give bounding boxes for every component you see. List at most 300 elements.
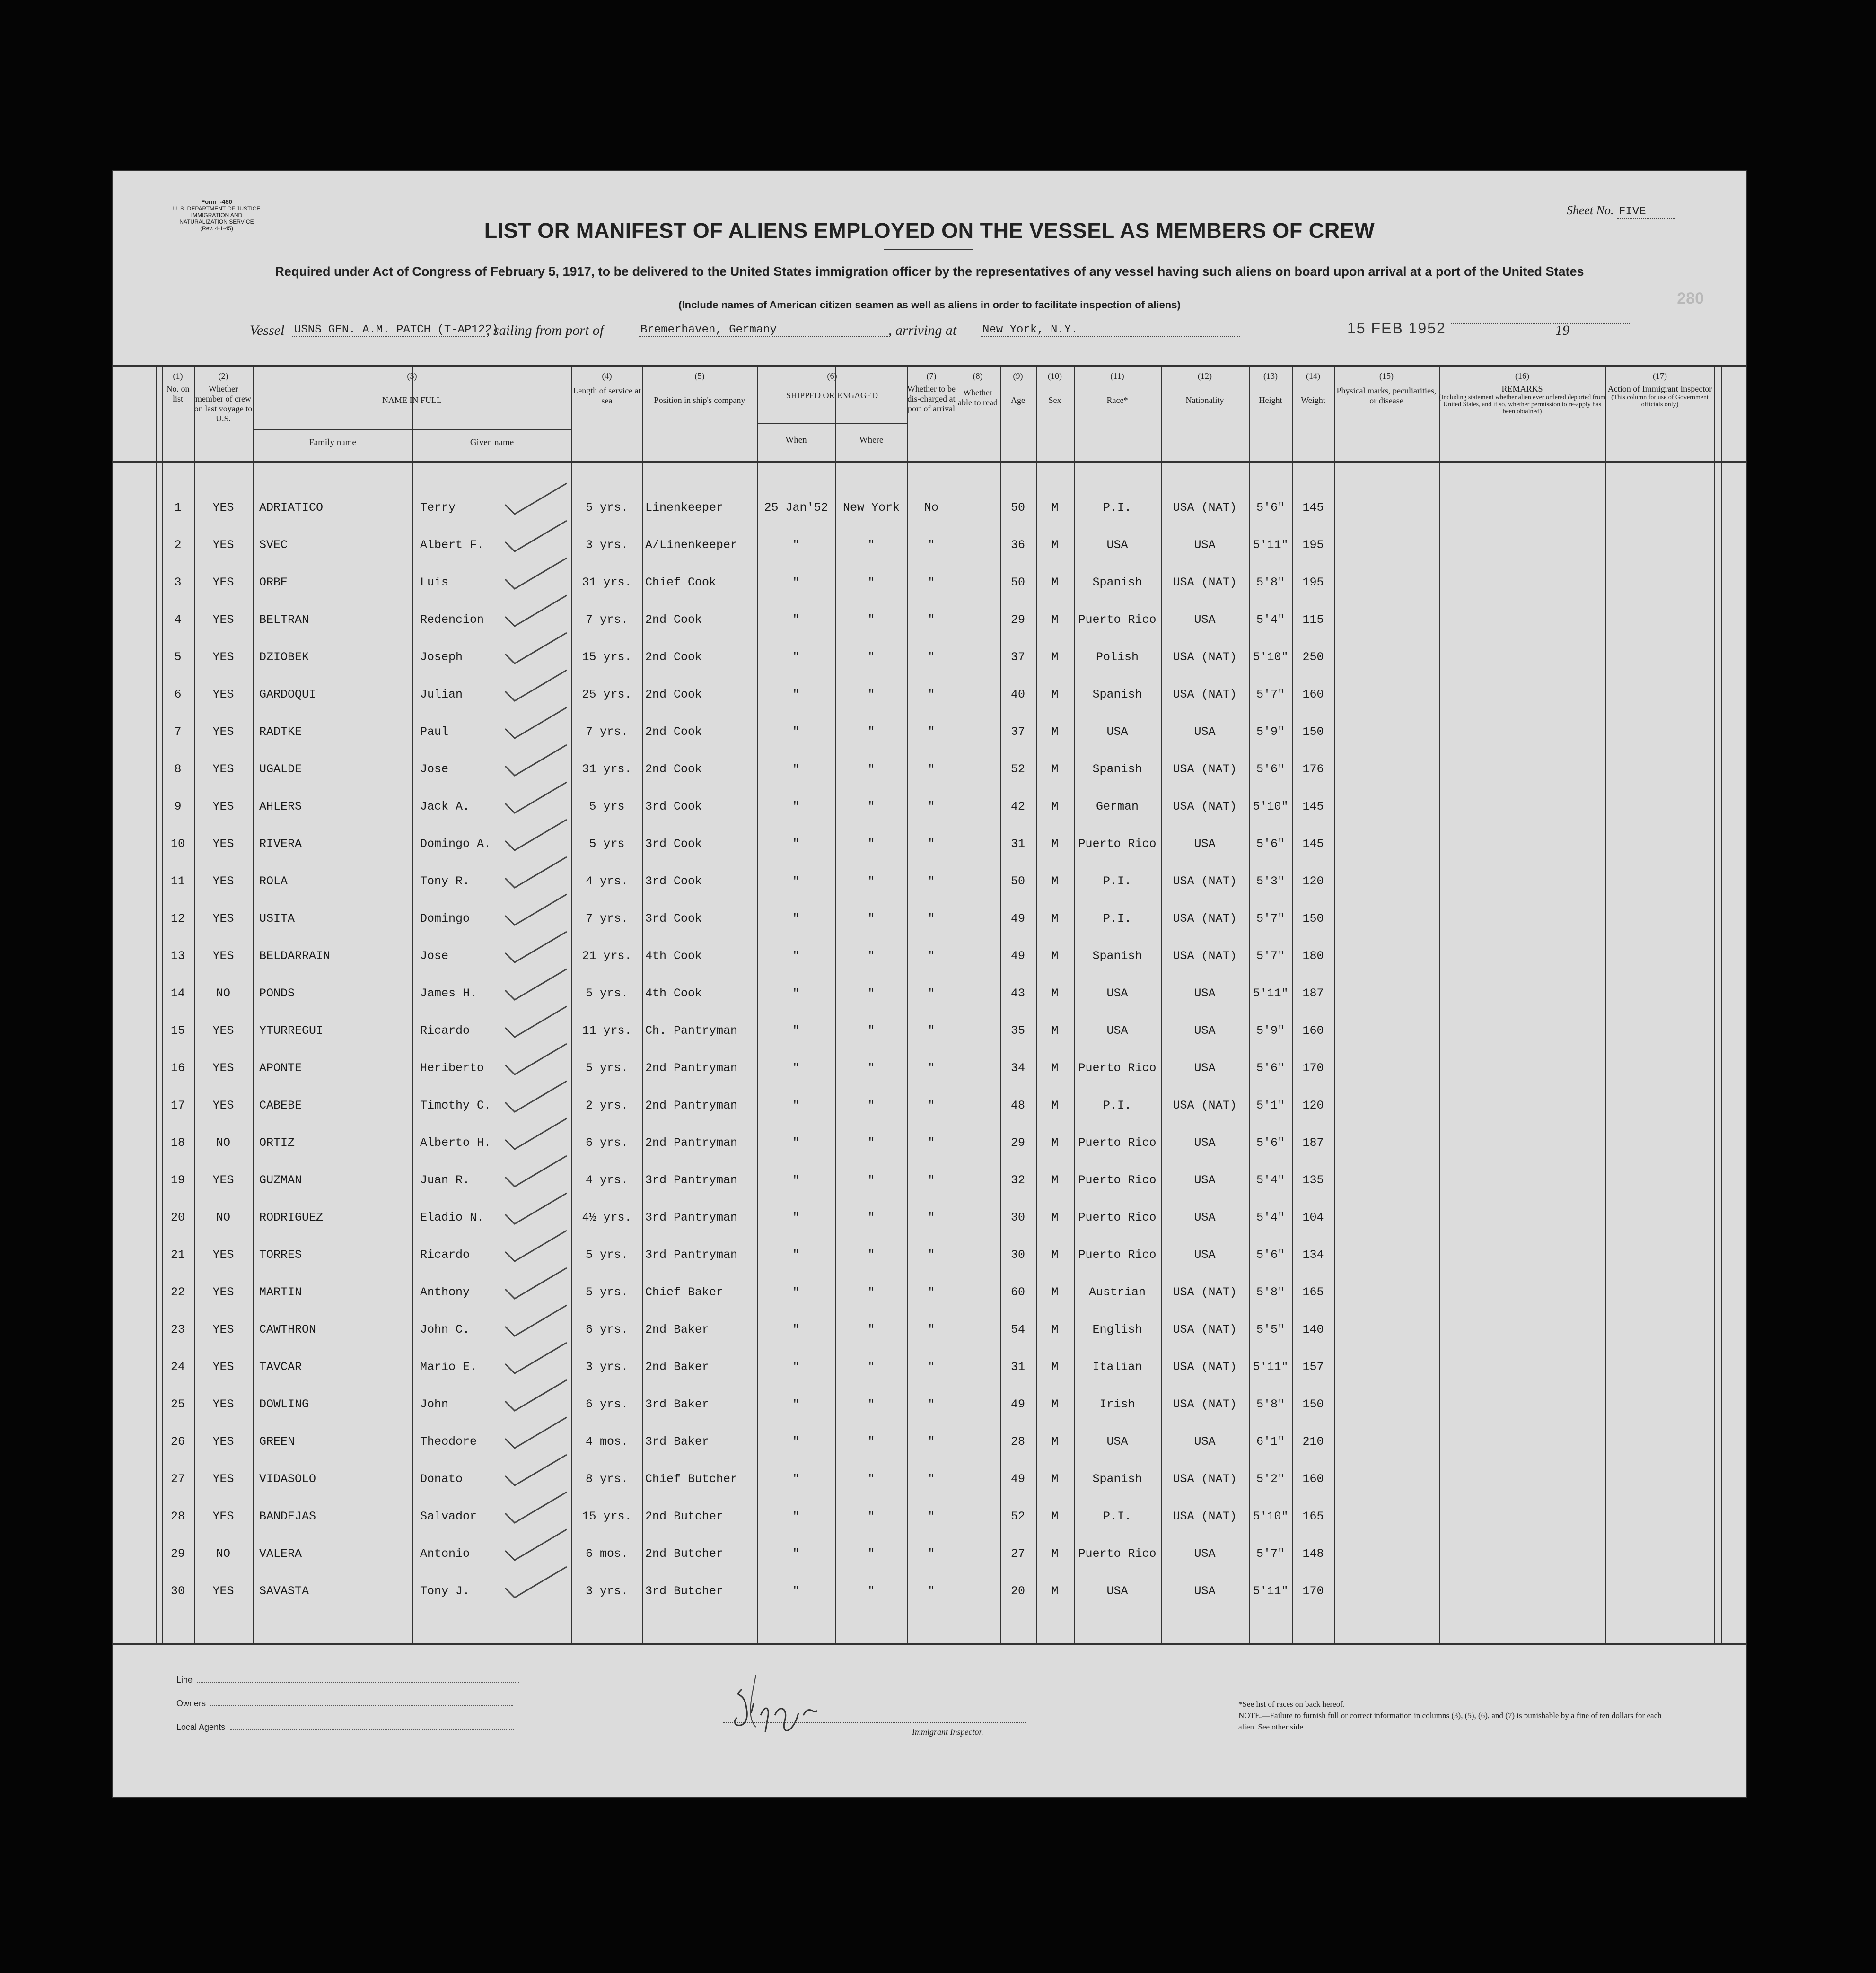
- check-mark-icon: [500, 1527, 576, 1565]
- table-row: [113, 827, 1746, 864]
- height-cell: 5'7": [1256, 949, 1285, 963]
- row-number-cell: 26: [170, 1435, 185, 1449]
- shipped-when-cell: ": [792, 1024, 800, 1038]
- check-mark-icon: [500, 1452, 576, 1490]
- family-name-cell: DZIOBEK: [259, 650, 309, 664]
- race-cell: P.I.: [1103, 874, 1131, 888]
- age-cell: 49: [1010, 949, 1025, 963]
- title-underline: [884, 249, 973, 250]
- sex-cell: M: [1051, 837, 1059, 851]
- table-row: [113, 1013, 1746, 1051]
- penalty-note: NOTE.—Failure to furnish full or correct information in columns (3), (5), (6), and (7) is punishable by a fine of ten dollars for each alien. See other side.: [1238, 1711, 1662, 1731]
- prior-voyage-cell: YES: [212, 1472, 234, 1486]
- position-cell: 4th Cook: [645, 949, 702, 963]
- sex-cell: M: [1051, 688, 1059, 701]
- prior-voyage-cell: YES: [212, 576, 234, 589]
- header-when: When: [785, 435, 807, 445]
- row-number-cell: 8: [174, 762, 182, 776]
- family-name-cell: ORTIZ: [259, 1136, 295, 1150]
- header-inspector-action: (17) Action of Immigrant Inspector (This column for use of Government officials only): [1607, 371, 1712, 408]
- prior-voyage-cell: YES: [212, 1584, 234, 1598]
- header-shipped-or-engaged: (6) SHIPPED OR ENGAGED: [786, 371, 878, 400]
- discharged-cell: ": [928, 1510, 935, 1523]
- position-cell: 2nd Cook: [645, 613, 702, 627]
- row-number-cell: 30: [170, 1584, 185, 1598]
- age-cell: 28: [1010, 1435, 1025, 1449]
- header-sex: (10) Sex: [1048, 371, 1062, 405]
- table-row: [113, 640, 1746, 677]
- table-row: [113, 864, 1746, 901]
- given-name-cell: Tony R.: [420, 874, 470, 888]
- table-row: [113, 1536, 1746, 1574]
- position-cell: 2nd Cook: [645, 762, 702, 776]
- race-cell: Spanish: [1092, 688, 1142, 701]
- given-name-cell: Anthony: [420, 1285, 470, 1299]
- header-name-in-full: (3) NAME IN FULL: [382, 371, 442, 405]
- age-cell: 32: [1010, 1173, 1025, 1187]
- given-name-cell: Jack A.: [420, 800, 470, 813]
- shipped-where-cell: ": [868, 1472, 875, 1486]
- port-of-departure: Bremerhaven, Germany: [639, 323, 888, 337]
- age-cell: 37: [1010, 650, 1025, 664]
- header-nationality: (12) Nationality: [1185, 371, 1224, 405]
- prior-voyage-cell: YES: [212, 1061, 234, 1075]
- sex-cell: M: [1051, 613, 1059, 627]
- port-of-arrival: New York, N.Y.: [981, 323, 1240, 337]
- position-cell: Chief Butcher: [645, 1472, 738, 1486]
- length-of-service-cell: 15 yrs.: [582, 1510, 632, 1523]
- check-mark-icon: [500, 1415, 576, 1453]
- sex-cell: M: [1051, 874, 1059, 888]
- family-name-cell: GARDOQUI: [259, 688, 316, 701]
- check-mark-icon: [500, 1191, 576, 1229]
- discharged-cell: ": [928, 762, 935, 776]
- sex-cell: M: [1051, 949, 1059, 963]
- race-cell: Puerto Rico: [1078, 1248, 1157, 1262]
- signature-line: [723, 1722, 1026, 1723]
- shipped-where-cell: ": [868, 1584, 875, 1598]
- nationality-cell: USA (NAT): [1173, 1510, 1237, 1523]
- weight-cell: 170: [1302, 1584, 1324, 1598]
- position-cell: 3rd Cook: [645, 837, 702, 851]
- prior-voyage-cell: YES: [212, 800, 234, 813]
- weight-cell: 150: [1302, 725, 1324, 739]
- height-cell: 5'2": [1256, 1472, 1285, 1486]
- row-number-cell: 11: [170, 874, 185, 888]
- discharged-cell: ": [928, 1435, 935, 1449]
- discharged-cell: ": [928, 949, 935, 963]
- shipped-when-cell: ": [792, 688, 800, 701]
- given-name-cell: Tony J.: [420, 1584, 470, 1598]
- weight-cell: 195: [1302, 538, 1324, 552]
- nationality-cell: USA: [1194, 1248, 1216, 1262]
- sex-cell: M: [1051, 912, 1059, 925]
- given-name-cell: Ricardo: [420, 1248, 470, 1262]
- family-name-cell: VIDASOLO: [259, 1472, 316, 1486]
- position-cell: 3rd Pantryman: [645, 1173, 738, 1187]
- height-cell: 5'9": [1256, 725, 1285, 739]
- shipped-when-cell: ": [792, 949, 800, 963]
- header-race: (11) Race*: [1106, 371, 1128, 405]
- race-cell: Puerto Rico: [1078, 613, 1157, 627]
- height-cell: 5'11": [1253, 1584, 1289, 1598]
- age-cell: 29: [1010, 613, 1025, 627]
- height-cell: 5'8": [1256, 1397, 1285, 1411]
- given-name-cell: Alberto H.: [420, 1136, 491, 1150]
- table-row: [113, 1200, 1746, 1238]
- length-of-service-cell: 21 yrs.: [582, 949, 632, 963]
- prior-voyage-cell: YES: [212, 1248, 234, 1262]
- race-cell: Puerto Rico: [1078, 1547, 1157, 1561]
- position-cell: Linenkeeper: [645, 501, 724, 515]
- height-cell: 5'6": [1256, 1061, 1285, 1075]
- given-name-cell: Eladio N.: [420, 1211, 484, 1224]
- length-of-service-cell: 5 yrs.: [585, 986, 628, 1000]
- shipped-where-cell: ": [868, 1547, 875, 1561]
- position-cell: A/Linenkeeper: [645, 538, 738, 552]
- shipped-where-cell: ": [868, 725, 875, 739]
- height-cell: 5'10": [1253, 800, 1289, 813]
- row-number-cell: 17: [170, 1099, 185, 1112]
- height-cell: 5'9": [1256, 1024, 1285, 1038]
- sex-cell: M: [1051, 650, 1059, 664]
- row-number-cell: 12: [170, 912, 185, 925]
- length-of-service-cell: 6 yrs.: [585, 1323, 628, 1336]
- prior-voyage-cell: YES: [212, 538, 234, 552]
- nationality-cell: USA: [1194, 538, 1216, 552]
- prior-voyage-cell: YES: [212, 725, 234, 739]
- sex-cell: M: [1051, 1472, 1059, 1486]
- check-mark-icon: [500, 668, 576, 706]
- check-mark-icon: [500, 742, 576, 780]
- height-cell: 5'4": [1256, 1173, 1285, 1187]
- header-subdivider: [757, 423, 907, 424]
- given-name-cell: Jose: [420, 762, 449, 776]
- age-cell: 35: [1010, 1024, 1025, 1038]
- sheet-number-label: Sheet No.: [1566, 203, 1614, 217]
- race-cell: P.I.: [1103, 501, 1131, 515]
- discharged-cell: ": [928, 1099, 935, 1112]
- given-name-cell: Albert F.: [420, 538, 484, 552]
- nationality-cell: USA: [1194, 1024, 1216, 1038]
- shipped-when-cell: ": [792, 1323, 800, 1336]
- weight-cell: 115: [1302, 613, 1324, 627]
- discharged-cell: ": [928, 576, 935, 589]
- nationality-cell: USA (NAT): [1173, 1099, 1237, 1112]
- check-mark-icon: [500, 967, 576, 1004]
- shipped-when-cell: ": [792, 1584, 800, 1598]
- age-cell: 52: [1010, 762, 1025, 776]
- given-name-cell: Luis: [420, 576, 449, 589]
- table-row: [113, 939, 1746, 976]
- sex-cell: M: [1051, 1435, 1059, 1449]
- shipped-where-cell: ": [868, 1285, 875, 1299]
- length-of-service-cell: 7 yrs.: [585, 613, 628, 627]
- family-name-cell: CAWTHRON: [259, 1323, 316, 1336]
- given-name-cell: Juan R.: [420, 1173, 470, 1187]
- weight-cell: 120: [1302, 874, 1324, 888]
- position-cell: 3rd Baker: [645, 1397, 710, 1411]
- discharged-cell: ": [928, 874, 935, 888]
- row-number-cell: 27: [170, 1472, 185, 1486]
- check-mark-icon: [500, 481, 576, 519]
- age-cell: 50: [1010, 874, 1025, 888]
- nationality-cell: USA (NAT): [1173, 949, 1237, 963]
- header-no-on-list: (1) No. on list: [166, 371, 190, 403]
- nationality-cell: USA (NAT): [1173, 650, 1237, 664]
- shipped-where-cell: ": [868, 1323, 875, 1336]
- footer-notes: [1238, 1699, 1664, 1733]
- discharged-cell: ": [928, 1173, 935, 1187]
- race-cell: USA: [1106, 725, 1128, 739]
- age-cell: 30: [1010, 1248, 1025, 1262]
- weight-cell: 145: [1302, 800, 1324, 813]
- shipped-where-cell: ": [868, 874, 875, 888]
- check-mark-icon: [500, 556, 576, 594]
- length-of-service-cell: 5 yrs.: [585, 1285, 628, 1299]
- header-divider: [113, 461, 1746, 463]
- row-number-cell: 29: [170, 1547, 185, 1561]
- family-name-cell: CABEBE: [259, 1099, 302, 1112]
- table-row: [113, 976, 1746, 1013]
- check-mark-icon: [500, 1340, 576, 1378]
- row-number-cell: 14: [170, 986, 185, 1000]
- race-cell: Puerto Rico: [1078, 837, 1157, 851]
- sex-cell: M: [1051, 1173, 1059, 1187]
- race-cell: Spanish: [1092, 949, 1142, 963]
- position-cell: 2nd Baker: [645, 1323, 710, 1336]
- age-cell: 50: [1010, 576, 1025, 589]
- table-row: [113, 715, 1746, 752]
- sex-cell: M: [1051, 1099, 1059, 1112]
- weight-cell: 160: [1302, 688, 1324, 701]
- prior-voyage-cell: YES: [212, 949, 234, 963]
- table-row: [113, 1574, 1746, 1611]
- nationality-cell: USA (NAT): [1173, 1285, 1237, 1299]
- position-cell: 2nd Baker: [645, 1360, 710, 1374]
- form-department: U. S. DEPARTMENT OF JUSTICE: [173, 205, 261, 212]
- given-name-cell: Antonio: [420, 1547, 470, 1561]
- race-cell: USA: [1106, 1435, 1128, 1449]
- discharged-cell: ": [928, 1547, 935, 1561]
- length-of-service-cell: 8 yrs.: [585, 1472, 628, 1486]
- length-of-service-cell: 6 mos.: [585, 1547, 628, 1561]
- weight-cell: 145: [1302, 837, 1324, 851]
- discharged-cell: ": [928, 1248, 935, 1262]
- sheet-number: [1567, 203, 1675, 219]
- check-mark-icon: [500, 1041, 576, 1079]
- prior-voyage-cell: YES: [212, 613, 234, 627]
- table-row: [113, 677, 1746, 715]
- weight-cell: 176: [1302, 762, 1324, 776]
- age-cell: 52: [1010, 1510, 1025, 1523]
- age-cell: 60: [1010, 1285, 1025, 1299]
- position-cell: 3rd Baker: [645, 1435, 710, 1449]
- sex-cell: M: [1051, 800, 1059, 813]
- discharged-cell: ": [928, 1211, 935, 1224]
- shipped-where-cell: ": [868, 1061, 875, 1075]
- family-name-cell: PONDS: [259, 986, 295, 1000]
- shipped-where-cell: ": [868, 613, 875, 627]
- family-name-cell: BELTRAN: [259, 613, 309, 627]
- age-cell: 27: [1010, 1547, 1025, 1561]
- height-cell: 5'8": [1256, 1285, 1285, 1299]
- height-cell: 5'7": [1256, 688, 1285, 701]
- age-cell: 42: [1010, 800, 1025, 813]
- race-cell: P.I.: [1103, 912, 1131, 925]
- weight-cell: 150: [1302, 912, 1324, 925]
- discharged-cell: ": [928, 613, 935, 627]
- family-name-cell: YTURREGUI: [259, 1024, 324, 1038]
- length-of-service-cell: 2 yrs.: [585, 1099, 628, 1112]
- shipped-where-cell: ": [868, 800, 875, 813]
- age-cell: 48: [1010, 1099, 1025, 1112]
- length-of-service-cell: 6 yrs.: [585, 1397, 628, 1411]
- position-cell: 2nd Pantryman: [645, 1099, 738, 1112]
- nationality-cell: USA (NAT): [1173, 1472, 1237, 1486]
- height-cell: 5'7": [1256, 912, 1285, 925]
- race-cell: Spanish: [1092, 576, 1142, 589]
- table-row: [113, 1238, 1746, 1275]
- discharged-cell: No: [924, 501, 938, 515]
- nationality-cell: USA (NAT): [1173, 1323, 1237, 1336]
- inspector-label: Immigrant Inspector.: [912, 1727, 983, 1737]
- nationality-cell: USA (NAT): [1173, 501, 1237, 515]
- weight-cell: 160: [1302, 1024, 1324, 1038]
- race-cell: P.I.: [1103, 1099, 1131, 1112]
- shipped-when-cell: ": [792, 1248, 800, 1262]
- shipped-where-cell: ": [868, 1510, 875, 1523]
- row-number-cell: 23: [170, 1323, 185, 1336]
- position-cell: 4th Cook: [645, 986, 702, 1000]
- prior-voyage-cell: YES: [212, 837, 234, 851]
- age-cell: 31: [1010, 837, 1025, 851]
- prior-voyage-cell: YES: [212, 1435, 234, 1449]
- shipped-where-cell: ": [868, 1211, 875, 1224]
- sex-cell: M: [1051, 1397, 1059, 1411]
- row-number-cell: 7: [174, 725, 182, 739]
- row-number-cell: 28: [170, 1510, 185, 1523]
- length-of-service-cell: 31 yrs.: [582, 576, 632, 589]
- position-cell: 2nd Cook: [645, 725, 702, 739]
- weight-cell: 195: [1302, 576, 1324, 589]
- discharged-cell: ": [928, 986, 935, 1000]
- length-of-service-cell: 25 yrs.: [582, 688, 632, 701]
- nationality-cell: USA: [1194, 1061, 1216, 1075]
- shipped-where-cell: ": [868, 837, 875, 851]
- given-name-cell: Timothy C.: [420, 1099, 491, 1112]
- length-of-service-cell: 31 yrs.: [582, 762, 632, 776]
- family-name-cell: AHLERS: [259, 800, 302, 813]
- nationality-cell: USA (NAT): [1173, 800, 1237, 813]
- header-given-name: Given name: [470, 437, 514, 447]
- row-number-cell: 9: [174, 800, 182, 813]
- race-cell: Italian: [1092, 1360, 1142, 1374]
- age-cell: 49: [1010, 912, 1025, 925]
- sailing-label: , sailing from port of: [486, 323, 604, 338]
- row-number-cell: 16: [170, 1061, 185, 1075]
- shipped-when-cell: ": [792, 986, 800, 1000]
- row-number-cell: 6: [174, 688, 182, 701]
- prior-voyage-cell: YES: [212, 874, 234, 888]
- given-name-cell: Theodore: [420, 1435, 477, 1449]
- races-note: *See list of races on back hereof.: [1238, 1700, 1345, 1709]
- nationality-cell: USA: [1194, 1584, 1216, 1598]
- position-cell: 3rd Pantryman: [645, 1211, 738, 1224]
- shipped-when-cell: ": [792, 1397, 800, 1411]
- shipped-when-cell: ": [792, 725, 800, 739]
- prior-voyage-cell: YES: [212, 1024, 234, 1038]
- table-row: [113, 1051, 1746, 1088]
- table-row: [113, 1126, 1746, 1163]
- height-cell: 5'7": [1256, 1547, 1285, 1561]
- check-mark-icon: [500, 1564, 576, 1602]
- height-cell: 5'4": [1256, 613, 1285, 627]
- given-name-cell: Donato: [420, 1472, 463, 1486]
- weight-cell: 165: [1302, 1510, 1324, 1523]
- header-subdivider: [253, 429, 571, 430]
- discharged-cell: ": [928, 1323, 935, 1336]
- shipped-when-cell: ": [792, 762, 800, 776]
- race-cell: English: [1092, 1323, 1142, 1336]
- race-cell: USA: [1106, 538, 1128, 552]
- row-number-cell: 19: [170, 1173, 185, 1187]
- form-revision: (Rev. 4-1-45): [200, 225, 233, 232]
- header-age: (9) Age: [1011, 371, 1025, 405]
- table-row: [113, 789, 1746, 827]
- table-row: [113, 752, 1746, 789]
- prior-voyage-cell: YES: [212, 1323, 234, 1336]
- row-number-cell: 13: [170, 949, 185, 963]
- shipped-when-cell: ": [792, 650, 800, 664]
- discharged-cell: ": [928, 538, 935, 552]
- height-cell: 5'1": [1256, 1099, 1285, 1112]
- form-number: Form I-480: [201, 198, 232, 205]
- height-cell: 5'3": [1256, 874, 1285, 888]
- height-cell: 5'6": [1256, 1248, 1285, 1262]
- family-name-cell: DOWLING: [259, 1397, 309, 1411]
- length-of-service-cell: 5 yrs.: [585, 1061, 628, 1075]
- nationality-cell: USA: [1194, 1136, 1216, 1150]
- length-of-service-cell: 4 mos.: [585, 1435, 628, 1449]
- position-cell: 2nd Butcher: [645, 1547, 724, 1561]
- given-name-cell: James H.: [420, 986, 477, 1000]
- sex-cell: M: [1051, 1211, 1059, 1224]
- row-number-cell: 1: [174, 501, 182, 515]
- sex-cell: M: [1051, 762, 1059, 776]
- check-mark-icon: [500, 1004, 576, 1042]
- height-cell: 6'1": [1256, 1435, 1285, 1449]
- shipped-where-cell: ": [868, 1024, 875, 1038]
- check-mark-icon: [500, 1378, 576, 1415]
- table-row: [113, 1312, 1746, 1350]
- row-number-cell: 15: [170, 1024, 185, 1038]
- shipped-when-cell: ": [792, 1061, 800, 1075]
- race-cell: Polish: [1096, 650, 1139, 664]
- length-of-service-cell: 11 yrs.: [582, 1024, 632, 1038]
- height-cell: 5'11": [1253, 986, 1289, 1000]
- nationality-cell: USA (NAT): [1173, 688, 1237, 701]
- row-number-cell: 25: [170, 1397, 185, 1411]
- nationality-cell: USA: [1194, 837, 1216, 851]
- family-name-cell: GUZMAN: [259, 1173, 302, 1187]
- check-mark-icon: [500, 705, 576, 743]
- discharged-cell: ": [928, 1024, 935, 1038]
- race-cell: German: [1096, 800, 1139, 813]
- height-cell: 5'8": [1256, 576, 1285, 589]
- discharged-cell: ": [928, 1061, 935, 1075]
- header-prior-voyage: (2) Whether member of crew on last voyage to U.S.: [194, 371, 253, 423]
